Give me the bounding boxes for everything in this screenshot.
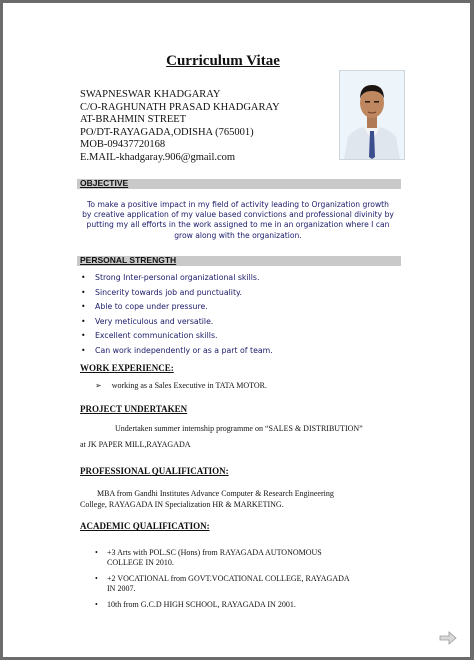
page-title: Curriculum Vitae [166,53,280,69]
bullet-icon: • [81,345,86,355]
bullet-icon: • [81,331,86,341]
contact-mobile: MOB-09437720168 [80,139,166,151]
bullet-icon: • [81,316,86,326]
academic-list [95,548,350,616]
contact-city: PO/DT-RAYAGADA,ODISHA (765001) [80,126,254,138]
work-experience-item: ➢ working as a Sales Executive in TATA MOTOR. [95,381,267,390]
list-item: • Excellent communication skills. [81,331,218,341]
bullet-icon: • [81,302,86,312]
list-item: • Able to cope under pressure. [81,302,208,312]
contact-care-of: C/O-RAGHUNATH PRASAD KHADGARAY [80,101,280,113]
next-page-arrow-icon[interactable] [439,631,457,645]
project-heading: PROJECT UNDERTAKEN [80,404,188,414]
professional-line-2: College, RAYAGADA IN Specialization HR & MARKETING. [80,500,284,509]
list-item: • Sincerity towards job and punctuality. [81,287,242,297]
professional-line-1: MBA from Gandhi Institutes Advance Computer & Research Engineering [97,489,334,498]
objective-heading: OBJECTIVE [80,178,129,188]
list-item: • Can work independently or as a part of team. [81,345,273,355]
academic-qualification-heading: ACADEMIC QUALIFICATION: [80,521,210,531]
project-line-2: at JK PAPER MILL,RAYAGADA [80,440,191,449]
profile-photo [339,70,405,160]
work-experience-heading: WORK EXPERIENCE: [80,363,174,373]
resume-page [3,3,470,657]
list-item: • +2 VOCATIONAL from GOVT.VOCATIONAL COLLEGE, RAYAGADA IN 2007. [95,574,350,594]
personal-strength-heading-bar [77,256,401,266]
bullet-icon: • [81,287,86,297]
project-line-1: Undertaken summer internship programme on “SALES & DISTRIBUTION” [115,424,363,433]
contact-email: E.MAIL-khadgaray.906@gmail.com [80,151,236,163]
professional-qualification-heading: PROFESSIONAL QUALIFICATION: [80,466,229,476]
list-item: • +3 Arts with POL.SC (Hons) from RAYAGADA AUTONOMOUS COLLEGE IN 2010. [95,548,350,568]
list-item: • 10th from G.C.D HIGH SCHOOL, RAYAGADA IN 2001. [95,600,350,610]
personal-strength-list [81,273,273,361]
list-item: • Strong Inter-personal organizational skills. [81,273,260,282]
contact-name: SWAPNESWAR KHADGARAY [80,89,221,100]
personal-strength-heading: PERSONAL STRENGTH [80,255,177,265]
contact-block [80,89,280,165]
bullet-icon: • [81,273,86,282]
contact-street: AT-BRAHMIN STREET [80,114,187,126]
arrow-bullet-icon: ➢ [95,381,102,390]
objective-text: To make a positive impact in my field of activity leading to Organization growth by creative application of my value based convictions and professional divinity by putting my all efforts in the work assigned to me in an organization where I can grow along with the organization. [82,200,394,240]
portrait-icon [340,71,404,159]
objective-heading-bar [77,179,401,189]
list-item: • Very meticulous and versatile. [81,316,214,326]
